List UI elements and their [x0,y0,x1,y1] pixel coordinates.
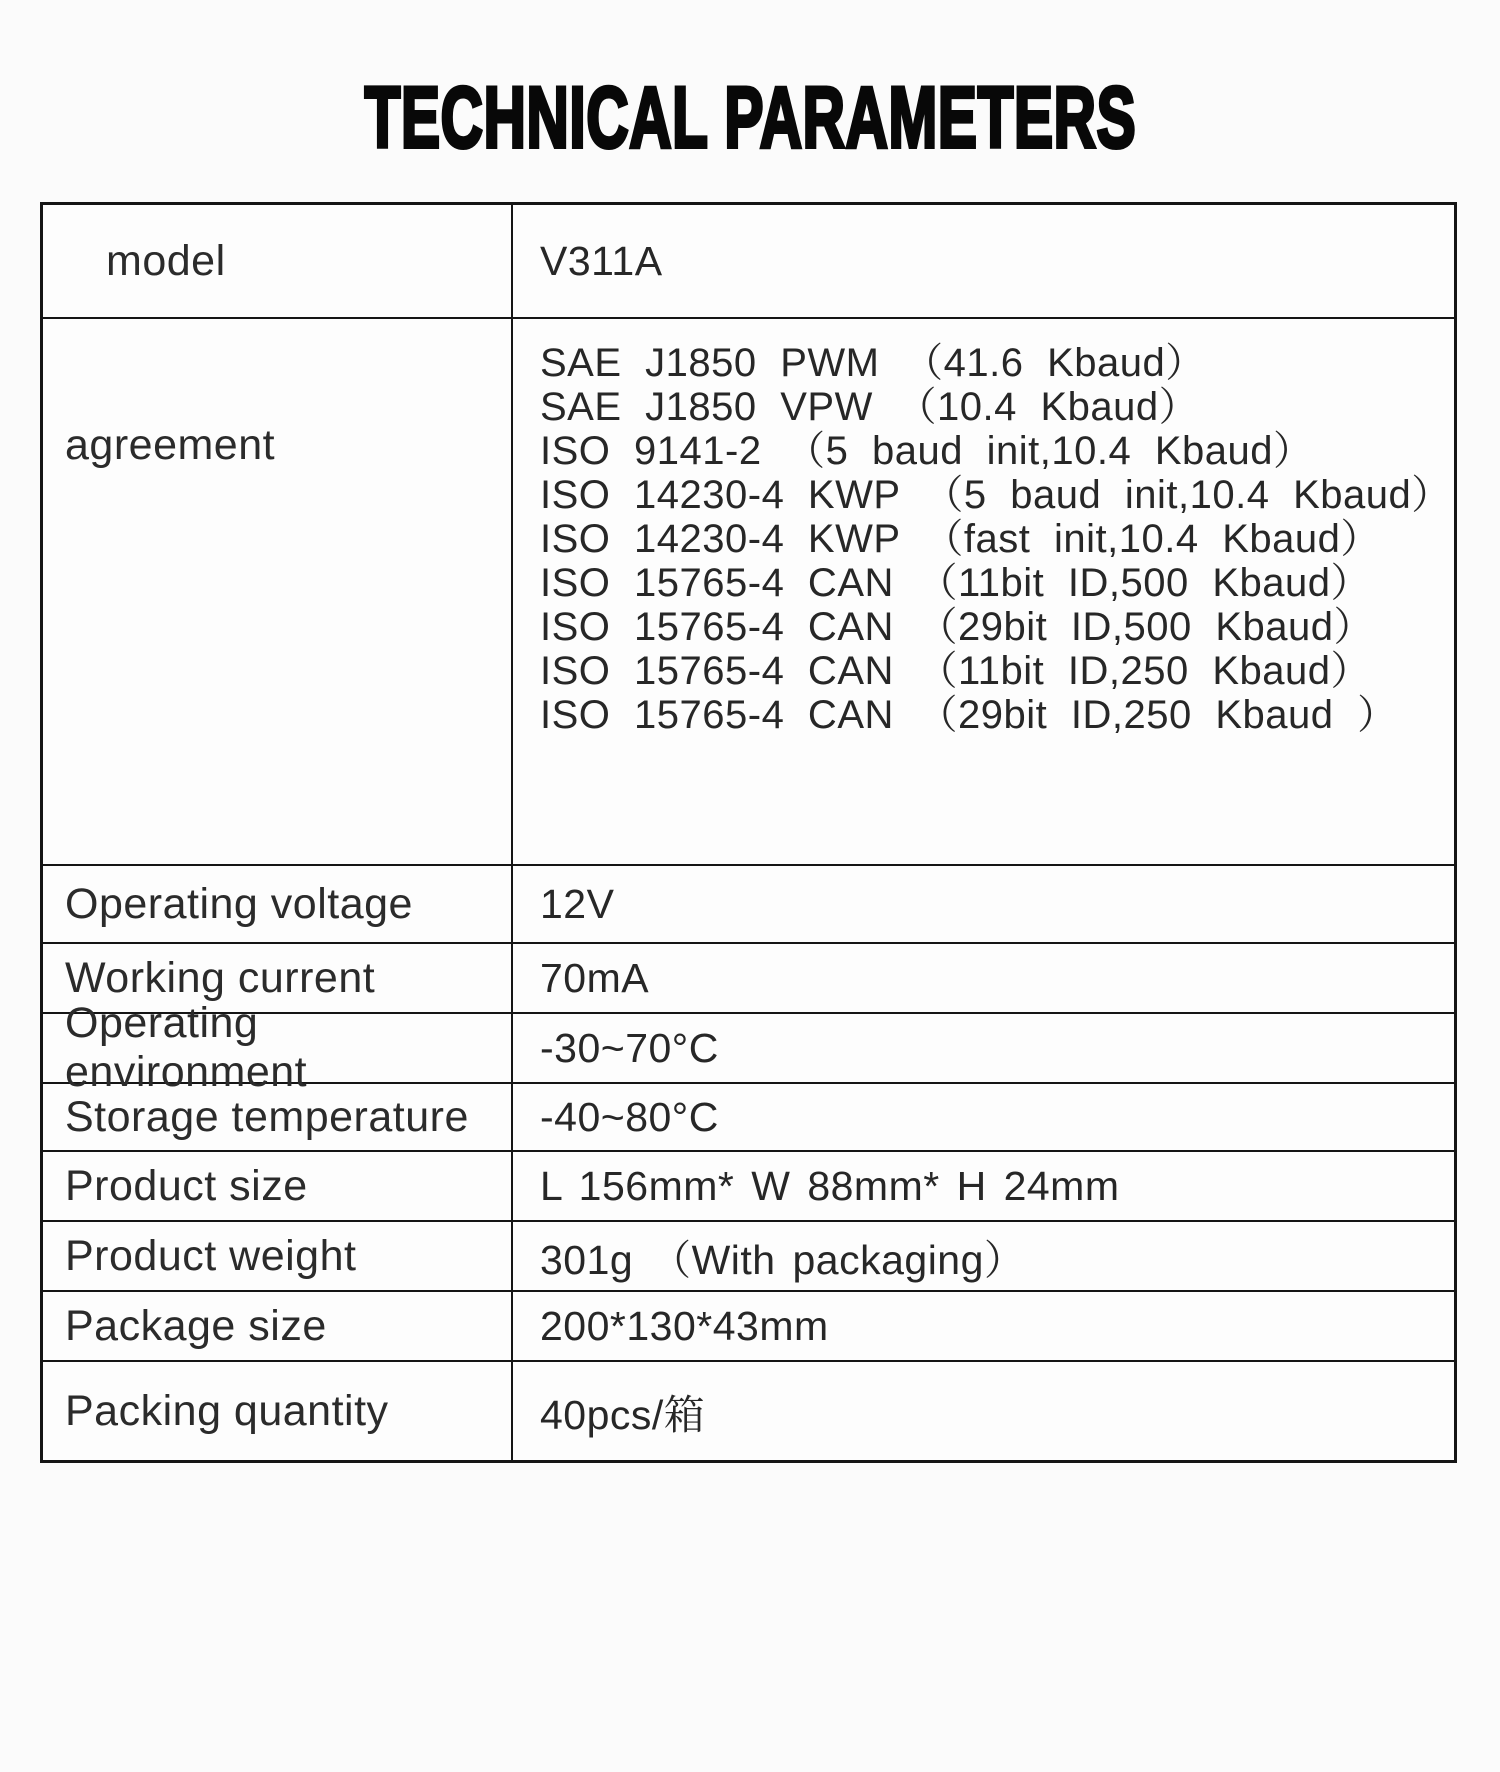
protocol-line: ISO 15765-4 CAN （29bit ID,500 Kbaud） [540,605,1374,649]
param-value-storage-temperature: -40~80°C [540,1093,719,1140]
param-value-packing-quantity: 40pcs/箱 [540,1391,706,1438]
param-label-operating-voltage: Operating voltage [43,866,513,942]
table-row-storage-temperature [43,1082,1454,1150]
table-row-operating-environment [43,999,1454,1096]
param-label-package-size: Package size [43,1292,513,1360]
protocol-line: SAE J1850 PWM （41.6 Kbaud） [540,341,1206,385]
table-row-product-size [43,1150,1454,1220]
param-label-working-current: Working current [43,944,513,1012]
param-label-storage-temperature: Storage temperature [43,1084,513,1150]
param-value-operating-environment: -30~70°C [540,1024,719,1071]
param-value-package-size: 200*130*43mm [540,1302,829,1349]
param-label-product-size: Product size [43,1152,513,1220]
protocol-line: ISO 15765-4 CAN （11bit ID,500 Kbaud） [540,561,1372,605]
protocol-list [540,341,1452,737]
page-title: TECHNICAL PARAMETERS [364,70,1136,166]
param-label-product-weight: Product weight [43,1222,513,1290]
table-row-agreement [43,317,1454,864]
table-row-packing-quantity [43,1360,1454,1460]
param-value-operating-voltage: 12V [540,880,615,927]
parameters-table [40,202,1457,1463]
param-label-operating-environment: Operating environment [43,1014,513,1082]
param-label-agreement: agreement [43,319,513,864]
protocol-line: ISO 15765-4 CAN （11bit ID,250 Kbaud） [540,649,1372,693]
table-row-product-weight [43,1220,1454,1290]
param-value-model: V311A [540,237,663,284]
table-row-model [43,205,1454,317]
param-label-packing-quantity: Packing quantity [43,1362,513,1460]
table-row-package-size [43,1290,1454,1360]
param-label-model: model [43,205,513,317]
protocol-line: ISO 15765-4 CAN （29bit ID,250 Kbaud ） [540,693,1398,737]
param-value-product-weight: 301g （With packaging） [540,1236,1026,1283]
param-value-working-current: 70mA [540,954,650,1001]
param-value-product-size: L 156mm* W 88mm* H 24mm [540,1162,1120,1209]
protocol-line: SAE J1850 VPW （10.4 Kbaud） [540,385,1200,429]
protocol-line: ISO 14230-4 KWP （fast init,10.4 Kbaud） [540,517,1381,561]
title-area [0,72,1500,164]
table-row-operating-voltage [43,864,1454,942]
protocol-line: ISO 9141-2 （5 baud init,10.4 Kbaud） [540,429,1314,473]
protocol-line: ISO 14230-4 KWP （5 baud init,10.4 Kbaud） [540,473,1452,517]
param-value-agreement [513,319,1454,864]
